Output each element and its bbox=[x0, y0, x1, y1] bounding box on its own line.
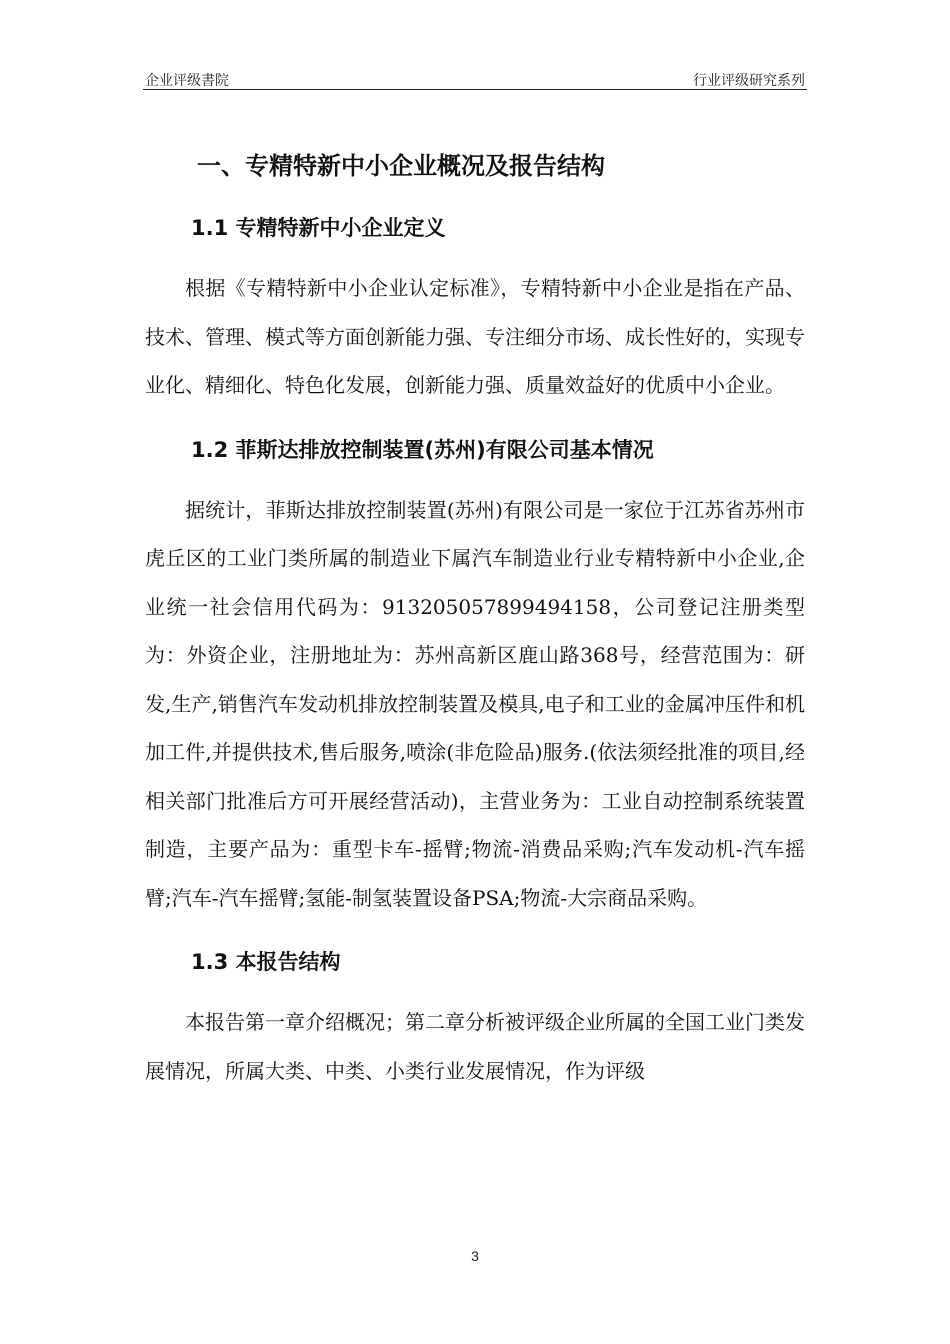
header-divider bbox=[143, 89, 807, 90]
document-body bbox=[145, 140, 805, 1095]
page-number: 3 bbox=[471, 1248, 479, 1264]
section-title: 一、专精特新中小企业概况及报告结构 bbox=[197, 152, 605, 180]
subsection-title-1-3: 1.3 本报告结构 bbox=[191, 950, 341, 974]
paragraph-report-structure: 本报告第一章介绍概况；第二章分析被评级企业所属的全国工业门类发展情况，所属大类、中类、小类行业发展情况，作为评级 bbox=[145, 1010, 805, 1083]
paragraph-company-info: 据统计，菲斯达排放控制装置(苏州)有限公司是一家位于江苏省苏州市虎丘区的工业门类所属的制造业下属汽车制造业行业专精特新中小企业,企业统一社会信用代码为：913205057899494158，公司登记注册类型为：外资企业，注册地址为：苏州高新区鹿山路368号，经营范围为：研发,生产,销售汽车发动机排放控制装置及模具,电子和工业的金属冲压件和机加工件,并提供技术,售后服务,喷涂(非危险品)服务.(依法须经批准的项目,经相关部门批准后方可开展经营活动)，主营业务为：工业自动控制系统装置制造，主要产品为：重型卡车-摇臂;物流-消费品采购;汽车发动机-汽车摇臂;汽车-汽车摇臂;氢能-制氢装置设备PSA;物流-大宗商品采购。 bbox=[145, 497, 805, 910]
header-right-title: 行业评级研究系列 bbox=[693, 73, 805, 89]
subsection-title-1-1: 1.1 专精特新中小企业定义 bbox=[191, 216, 446, 240]
header-left-title: 企业评级書院 bbox=[145, 73, 229, 89]
subsection-title-1-2: 1.2 菲斯达排放控制装置(苏州)有限公司基本情况 bbox=[191, 437, 654, 462]
paragraph-definition: 根据《专精特新中小企业认定标准》，专精特新中小企业是指在产品、技术、管理、模式等方面创新能力强、专注细分市场、成长性好的，实现专业化、精细化、特色化发展，创新能力强、质量效益好的优质中小企业。 bbox=[145, 276, 805, 397]
